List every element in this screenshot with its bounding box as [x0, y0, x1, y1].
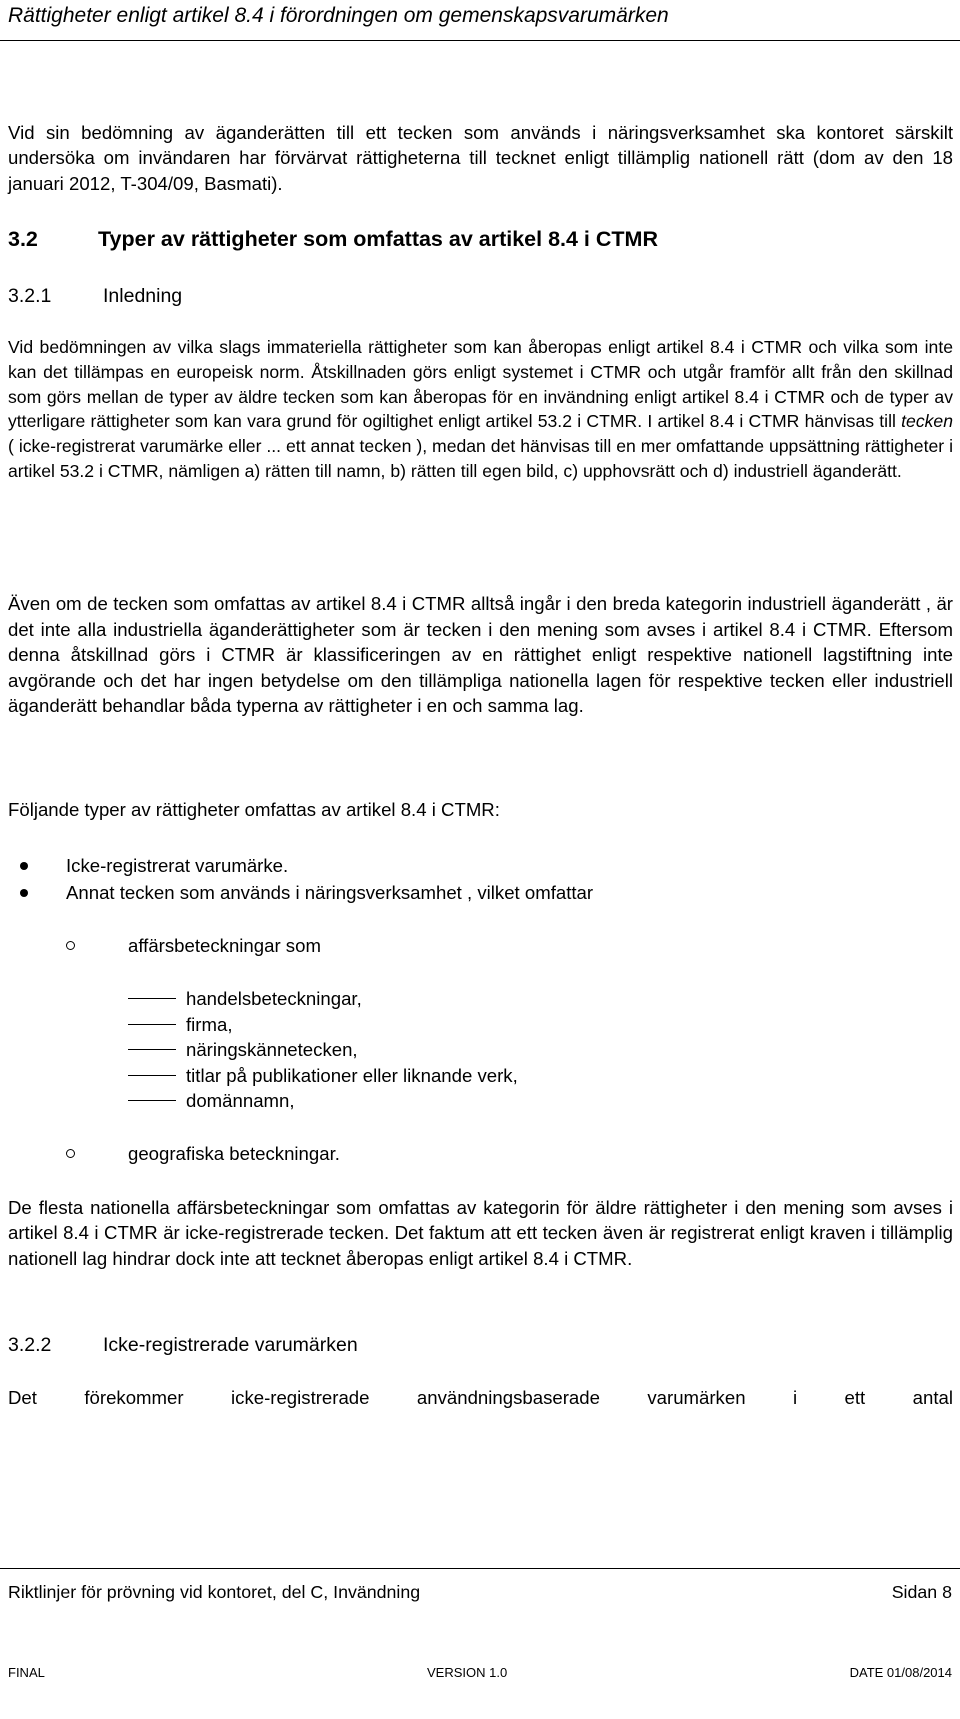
section-heading-3-2-2 [8, 1331, 358, 1359]
paragraph-distinction: Även om de tecken som omfattas av artikel 8.4 i CTMR alltså ingår i den breda kategorin industriell äganderätt , är det inte alla industriella äganderättigheter som är tecken i den mening som avses i artikel 8.4 i CTMR. Eftersom denna åtskillnad görs i CTMR är klassificeringen av en rättighet enligt respektive nationell lagstiftning inte avgörande och det har ingen betydelse om den tillämpliga nationella lagen för respektive tecken eller industriell äganderätt behandlar båda typerna av rättigheter i en och samma lag. [8, 593, 953, 717]
footer-divider [0, 1568, 960, 1569]
paragraph-italic-term: tecken [901, 411, 953, 432]
circle-bullet-icon [66, 941, 75, 950]
section-heading-3-2 [8, 224, 658, 254]
paragraph-text: Vid bedömningen av vilka slags immateriella rättigheter som kan åberopas enligt artikel 8.4 i CTMR och vilka som inte kan det tillämpas en europeisk norm. Åtskillnaden görs enligt systemet i CTMR och utgår framför allt från den skillnad som görs mellan de typer av äldre tecken som kan åberopas för en invändning enligt artikel 8.4 i CTMR och de typer av ytterligare rättigheter som kan vara grund för ogiltighet enligt artikel 53.2 i CTMR. I artikel 8.4 i CTMR hänvisas till [8, 337, 953, 432]
footer-document-title: Riktlinjer för prövning vid kontoret, del C, Invändning [8, 1582, 421, 1602]
footer-version: VERSION 1.0 [427, 1665, 508, 1680]
bullet-text: Icke-registrerat varumärke. [66, 855, 289, 876]
bullet-item [8, 853, 288, 879]
sub-list-text: geografiska beteckningar. [128, 1143, 340, 1164]
dash-list-item [8, 986, 362, 1012]
section-title: Typer av rättigheter som omfattas av artikel 8.4 i CTMR [98, 227, 658, 251]
footer-date: DATE 01/08/2014 [849, 1665, 952, 1680]
paragraph-unregistered-marks: Det förekommer icke-registrerade användningsbaserade varumärken i ett antal [8, 1387, 953, 1408]
paragraph-ownership: Vid sin bedömning av äganderätten till ett tecken som används i näringsverksamhet ska kontoret särskilt undersöka om invändaren har förvärvat rättigheterna till tecknet enligt tillämplig nationell rätt (dom av den 18 januari 2012, T-304/09, Basmati). [8, 122, 953, 194]
footer-page-number: Sidan 8 [891, 1582, 952, 1602]
dash-icon [128, 1049, 176, 1050]
section-number: 3.2 [8, 227, 38, 251]
footer-status: FINAL [8, 1665, 45, 1680]
sub-list-text: affärsbeteckningar som [128, 935, 321, 956]
bullet-icon [20, 862, 28, 870]
dash-list-item [8, 1012, 232, 1038]
bullet-text: Annat tecken som används i näringsverksamhet , vilket omfattar [66, 882, 594, 903]
paragraph-introduction [8, 335, 953, 484]
dash-list-text: domännamn, [186, 1090, 295, 1111]
page-header-title: Rättigheter enligt artikel 8.4 i förordningen om gemenskapsvarumärken [8, 4, 669, 27]
dash-icon [128, 1100, 176, 1101]
dash-list-text: handelsbeteckningar, [186, 988, 362, 1009]
circle-bullet-icon [66, 1149, 75, 1158]
header-divider [0, 40, 960, 41]
dash-list-text: titlar på publikationer eller liknande verk, [186, 1065, 518, 1086]
sub-list-item [8, 933, 321, 959]
bullet-icon [20, 889, 28, 897]
paragraph-text: ( icke-registrerat varumärke eller ... ett annat tecken ), medan det hänvisas till en mer omfattande uppsättning rättigheter i artikel 53.2 i CTMR, nämligen a) rätten till namn, b) rätten till egen bild, c) upphovsrätt och d) industriell äganderätt. [8, 436, 953, 481]
section-title: Icke-registrerade varumärken [103, 1334, 358, 1356]
dash-list-item [8, 1063, 518, 1089]
dash-icon [128, 1075, 176, 1076]
dash-list-item [8, 1088, 295, 1114]
section-heading-3-2-1 [8, 282, 182, 310]
dash-list-item [8, 1037, 358, 1063]
section-number: 3.2.2 [8, 1334, 52, 1356]
section-title: Inledning [103, 285, 183, 307]
sub-list-item [8, 1141, 340, 1167]
paragraph-trade-names: De flesta nationella affärsbeteckningar som omfattas av kategorin för äldre rättigheter i den mening som avses i artikel 8.4 i CTMR är icke-registrerade tecken. Det faktum att ett tecken även är registrerat enligt kraven i tillämplig nationell lag hindrar dock inte att tecknet åberopas enligt artikel 8.4 i CTMR. [8, 1197, 953, 1269]
bullet-item [8, 880, 593, 906]
dash-icon [128, 998, 176, 999]
dash-list-text: näringskännetecken, [186, 1039, 358, 1060]
section-number: 3.2.1 [8, 285, 52, 307]
paragraph-rights-list-intro: Följande typer av rättigheter omfattas av artikel 8.4 i CTMR: [8, 799, 500, 820]
dash-list-text: firma, [186, 1014, 233, 1035]
dash-icon [128, 1024, 176, 1025]
